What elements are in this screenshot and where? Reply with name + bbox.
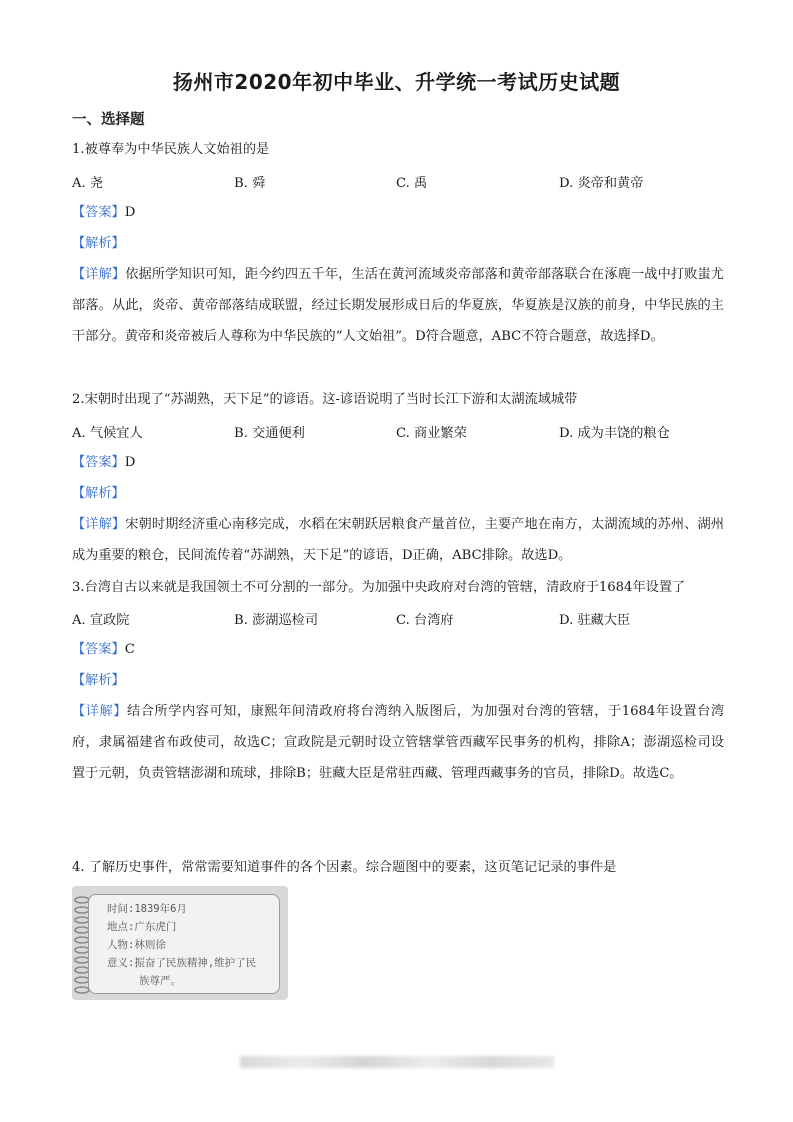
note-person: 人物:林则徐 [107, 939, 166, 951]
question-3-option-c: C. 台湾府 [396, 613, 454, 628]
answer-value: D [124, 455, 136, 470]
answer-value: C [124, 642, 135, 657]
question-3-detail [72, 696, 724, 789]
question-2-analysis-tag: 【解析】 [72, 486, 125, 501]
question-2-detail [72, 509, 724, 571]
question-3-answer [72, 640, 135, 660]
question-3-option-b: B. 澎湖巡检司 [234, 613, 319, 628]
detail-text: 结合所学内容可知，康熙年间清政府将台湾纳入版图后，为加强对台湾的管辖，于1684年设置台湾府，隶属福建省布政使司，故选C；宣政院是元朝时设立管辖掌管西藏军民事务的机构，排除A；澎湖巡检司设置于元朝，负责管辖澎湖和琉球，排除B；驻藏大臣是常驻西藏、管理西藏事务的官员，排除D。故选C。 [72, 704, 725, 781]
question-2-option-d: D. 成为丰饶的粮仓 [559, 426, 670, 441]
detail-tag: 【详解】 [72, 267, 126, 282]
question-3-analysis-tag: 【解析】 [72, 673, 125, 688]
question-1-option-d: D. 炎帝和黄帝 [559, 176, 644, 191]
answer-tag: 【答案】 [72, 205, 125, 220]
note-meaning-continued: 族尊严。 [139, 975, 181, 987]
detail-text: 依据所学知识可知，距今约四五千年，生活在黄河流域炎帝部落和黄帝部落联合在涿鹿一战中打败蚩尤部落。从此，炎帝、黄帝部落结成联盟，经过长期发展形成日后的华夏族，华夏族是汉族的前身，中华民族的主干部分。黄帝和炎帝被后人尊称为中华民族的“人文始祖”。D符合题意，ABC不符合题意，故选择D。 [72, 267, 724, 344]
question-1-stem: 1.被尊奉为中华民族人文始祖的是 [72, 142, 270, 157]
detail-tag: 【详解】 [72, 704, 127, 719]
note-time: 时间:1839年6月 [107, 903, 187, 915]
answer-tag: 【答案】 [72, 455, 125, 470]
note-place: 地点:广东虎门 [107, 921, 177, 933]
section-heading: 一、选择题 [72, 112, 145, 128]
question-2-option-a: A. 气候宜人 [72, 426, 143, 441]
detail-text: 宋朝时期经济重心南移完成，水稻在宋朝跃居粮食产量首位，主要产地在南方，太湖流域的苏州、湖州成为重要的粮仓，民间流传着“苏湖熟，天下足”的谚语，D正确，ABC排除。故选D。 [72, 517, 724, 563]
question-3-option-d: D. 驻藏大臣 [559, 613, 631, 628]
spiral-binding-icon [68, 886, 90, 1000]
question-4-stem: 4. 了解历史事件，常常需要知道事件的各个因素。综合题图中的要素，这页笔记记录的事件是 [72, 860, 617, 875]
notebook-image [72, 886, 288, 1000]
question-1-analysis-tag: 【解析】 [72, 236, 125, 251]
question-1-option-c: C. 禹 [396, 176, 428, 191]
question-2-stem: 2.宋朝时出现了“苏湖熟，天下足”的谚语。这-谚语说明了当时长江下游和太湖流域城带 [72, 392, 578, 407]
question-2-option-b: B. 交通便利 [234, 426, 305, 441]
question-3-option-a: A. 宣政院 [72, 613, 130, 628]
note-meaning: 意义:振奋了民族精神,维护了民 [107, 957, 257, 969]
question-1-option-b: B. 舜 [234, 176, 266, 191]
note-card [88, 894, 280, 994]
question-3-stem: 3.台湾自古以来就是我国领土不可分割的一部分。为加强中央政府对台湾的管辖，清政府于1684年设置了 [72, 580, 686, 595]
answer-value: D [124, 205, 136, 220]
detail-tag: 【详解】 [72, 517, 126, 532]
answer-tag: 【答案】 [72, 642, 125, 657]
question-1-option-a: A. 尧 [72, 176, 104, 191]
question-1-detail [72, 259, 724, 352]
question-1-answer [72, 203, 135, 223]
blurred-footer-watermark [240, 1056, 554, 1068]
page-title: 扬州市2020年初中毕业、升学统一考试历史试题 [172, 70, 621, 94]
question-2-option-c: C. 商业繁荣 [396, 426, 467, 441]
question-2-answer [72, 453, 135, 473]
